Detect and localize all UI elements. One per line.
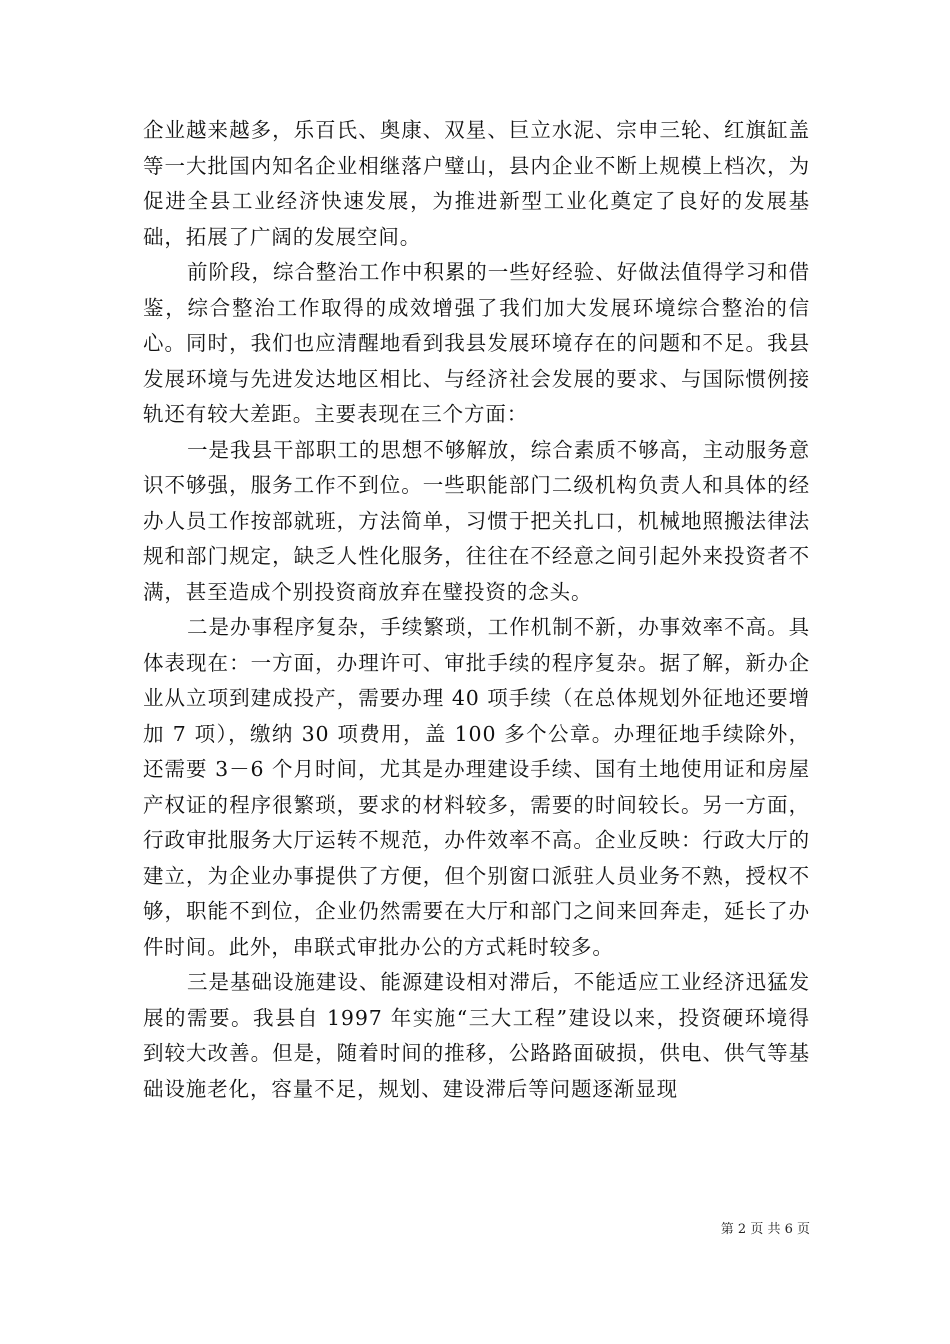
paragraph-continued: 企业越来越多，乐百氏、奥康、双星、巨立水泥、宗申三轮、红旗缸盖等一大批国内知名企业相继落户璧山，县内企业不断上规模上档次，为促进全县工业经济快速发展，为推进新型工业化奠定了良好的发展基础，拓展了广阔的发展空间。: [143, 118, 810, 249]
paragraph-problem-two: 二是办事程序复杂，手续繁琐，工作机制不新，办事效率不高。具体表现在：一方面，办理许可、审批手续的程序复杂。据了解，新办企业从立项到建成投产，需要办理 40 项手续（在总体规划外征地还要增加 7 项），缴纳 30 项费用，盖 100 多个公章。办理征地手续除外，还需要 3－6 个月时间，尤其是办理建设手续、国有土地使用证和房屋产权证的程序很繁琐，要求的材料较多，需要的时间较长。另一方面，行政审批服务大厅运转不规范，办件效率不高。企业反映：行政大厅的建立，为企业办事提供了方便，但个别窗口派驻人员业务不熟，授权不够，职能不到位，企业仍然需要在大厅和部门之间来回奔走，延长了办件时间。此外，串联式审批办公的方式耗时较多。: [143, 615, 810, 959]
paragraph-problem-three: 三是基础设施建设、能源建设相对滞后，不能适应工业经济迅猛发展的需要。我县自 1997 年实施“三大工程”建设以来，投资硬环境得到较大改善。但是，随着时间的推移，公路路面破损，供电、供气等基础设施老化，容量不足，规划、建设滞后等问题逐渐显现: [143, 970, 810, 1101]
document-body: [143, 113, 810, 1107]
page-number-footer: 第 2 页 共 6 页: [720, 1222, 810, 1237]
paragraph-problems-intro: 前阶段，综合整治工作中积累的一些好经验、好做法值得学习和借鉴，综合整治工作取得的成效增强了我们加大发展环境综合整治的信心。同时，我们也应清醒地看到我县发展环境存在的问题和不足。我县发展环境与先进发达地区相比、与经济社会发展的要求、与国际惯例接轨还有较大差距。主要表现在三个方面：: [143, 260, 810, 426]
paragraph-problem-one: 一是我县干部职工的思想不够解放，综合素质不够高，主动服务意识不够强，服务工作不到位。一些职能部门二级机构负责人和具体的经办人员工作按部就班，方法简单，习惯于把关扎口，机械地照搬法律法规和部门规定，缺乏人性化服务，往往在不经意之间引起外来投资者不满，甚至造成个别投资商放弃在璧投资的念头。: [143, 437, 810, 604]
